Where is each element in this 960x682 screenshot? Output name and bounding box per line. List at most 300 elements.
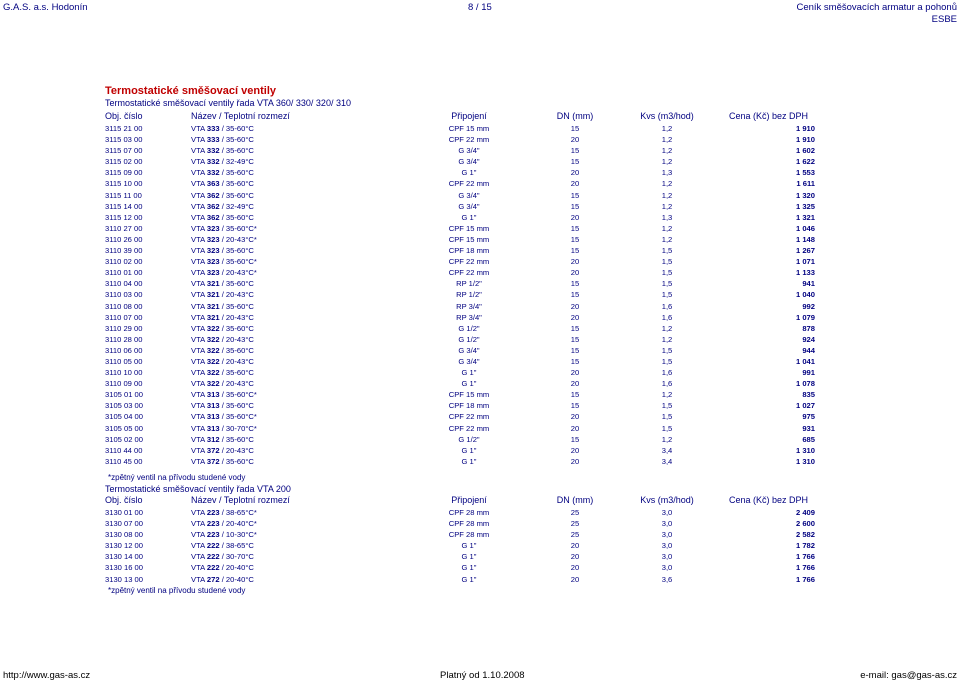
product-name [191, 323, 254, 334]
price: 975 [802, 412, 815, 422]
price: 878 [802, 323, 815, 333]
table-row [0, 445, 960, 456]
product-name [191, 145, 254, 156]
product-series: VTA [191, 268, 207, 278]
dn-value: 20 [570, 212, 580, 222]
product-name [191, 356, 254, 367]
dn-value: 20 [570, 574, 580, 584]
temperature-range: / 20-43°C [219, 312, 254, 322]
footer-valid-from: Platný od 1.10.2008 [440, 670, 525, 681]
kvs-value: 1,5 [661, 412, 673, 422]
product-model: 323 [206, 268, 220, 278]
price: 941 [802, 279, 815, 289]
table-row [0, 323, 960, 334]
price: 1 321 [795, 212, 815, 222]
col-connection-header: Připojení [451, 495, 487, 505]
temperature-range: / 20-43°C* [219, 268, 257, 278]
product-series: VTA [191, 157, 207, 167]
kvs-value: 1,2 [661, 334, 673, 344]
kvs-value: 1,3 [661, 212, 673, 222]
product-name [191, 562, 254, 573]
order-number: 3105 03 00 [105, 401, 144, 411]
order-number: 3130 01 00 [105, 508, 144, 517]
product-name [191, 312, 254, 323]
price: 2 409 [795, 508, 815, 517]
table-row [0, 411, 960, 422]
section1-table [0, 123, 960, 467]
col-code-header: Obj. číslo [105, 111, 143, 121]
price: 944 [802, 345, 815, 355]
product-name [191, 301, 254, 312]
connection: CPF 22 mm [448, 423, 490, 433]
dn-value: 25 [570, 530, 580, 540]
dn-value: 15 [570, 434, 580, 444]
kvs-value: 1,6 [661, 312, 673, 322]
order-number: 3110 03 00 [105, 290, 143, 300]
product-name [191, 529, 257, 540]
kvs-value: 1,5 [661, 279, 673, 289]
connection: G 1/2" [458, 323, 480, 333]
product-model: 223 [206, 508, 220, 517]
product-series: VTA [191, 312, 207, 322]
kvs-value: 1,2 [661, 190, 673, 200]
temperature-range: / 35-60°C [219, 401, 254, 411]
order-number: 3105 02 00 [105, 434, 144, 444]
temperature-range: / 10-30°C* [219, 530, 257, 540]
temperature-range: / 35-60°C [219, 434, 254, 444]
connection: CPF 28 mm [448, 519, 490, 529]
temperature-range: / 20-43°C [219, 290, 254, 300]
section2-table [0, 507, 960, 585]
temperature-range: / 30-70°C [219, 552, 254, 562]
product-name [191, 223, 257, 234]
order-number: 3130 13 00 [105, 574, 144, 584]
dn-value: 15 [570, 124, 580, 133]
product-series: VTA [191, 168, 207, 178]
page-title: Termostatické směšovací ventily [105, 85, 276, 97]
connection: CPF 22 mm [448, 268, 490, 278]
table-row [0, 400, 960, 411]
product-model: 332 [206, 146, 220, 156]
table-row [0, 345, 960, 356]
kvs-value: 1,2 [661, 146, 673, 156]
price: 685 [802, 434, 815, 444]
product-name [191, 378, 254, 389]
order-number: 3110 10 00 [105, 368, 143, 378]
product-model: 322 [206, 379, 220, 389]
section2-subtitle: Termostatické směšovací ventily řada VTA 200 [105, 484, 291, 494]
dn-value: 20 [570, 445, 580, 455]
product-series: VTA [191, 412, 207, 422]
catalog-title: Ceník směšovacích armatur a pohonů [796, 2, 957, 13]
dn-value: 25 [570, 519, 580, 529]
kvs-value: 3,0 [661, 508, 673, 517]
temperature-range: / 32-49°C [219, 157, 254, 167]
product-model: 313 [206, 423, 220, 433]
dn-value: 15 [570, 390, 580, 400]
product-model: 372 [206, 445, 220, 455]
price: 1 040 [795, 290, 815, 300]
product-series: VTA [191, 246, 207, 256]
dn-value: 15 [570, 146, 580, 156]
connection: G 1/2" [458, 434, 480, 444]
price: 1 766 [795, 552, 815, 562]
kvs-value: 1,2 [661, 234, 673, 244]
connection: G 1" [461, 212, 477, 222]
order-number: 3115 11 00 [105, 190, 142, 200]
product-model: 321 [206, 279, 220, 289]
order-number: 3115 03 00 [105, 135, 143, 145]
dn-value: 15 [570, 246, 580, 256]
table-row [0, 312, 960, 323]
connection: G 3/4" [458, 356, 480, 366]
product-model: 323 [206, 257, 220, 267]
price: 1 766 [795, 563, 815, 573]
connection: CPF 22 mm [448, 179, 490, 189]
price: 991 [802, 368, 815, 378]
dn-value: 20 [570, 552, 580, 562]
order-number: 3130 14 00 [105, 552, 144, 562]
kvs-value: 3,0 [661, 530, 673, 540]
order-number: 3115 14 00 [105, 201, 143, 211]
order-number: 3110 01 00 [105, 268, 143, 278]
product-series: VTA [191, 234, 207, 244]
connection: CPF 18 mm [448, 246, 490, 256]
table-row [0, 378, 960, 389]
order-number: 3110 29 00 [105, 323, 143, 333]
dn-value: 20 [570, 268, 580, 278]
product-name [191, 267, 257, 278]
section2-note: *zpětný ventil na přívodu studené vody [108, 586, 246, 595]
product-model: 312 [206, 434, 220, 444]
product-series: VTA [191, 423, 207, 433]
connection: G 1" [461, 445, 477, 455]
product-model: 223 [206, 519, 220, 529]
temperature-range: / 35-60°C [219, 212, 254, 222]
product-series: VTA [191, 212, 207, 222]
product-name [191, 434, 254, 445]
order-number: 3110 28 00 [105, 334, 143, 344]
kvs-value: 1,5 [661, 257, 673, 267]
table-row [0, 367, 960, 378]
order-number: 3110 26 00 [105, 234, 143, 244]
product-series: VTA [191, 530, 207, 540]
table-row [0, 551, 960, 562]
price: 1 622 [795, 157, 815, 167]
table-row [0, 289, 960, 300]
temperature-range: / 35-60°C [219, 279, 254, 289]
product-name [191, 278, 254, 289]
product-name [191, 256, 257, 267]
table-row [0, 301, 960, 312]
table-row [0, 389, 960, 400]
product-model: 322 [206, 334, 220, 344]
order-number: 3110 27 00 [105, 223, 143, 233]
table-row [0, 334, 960, 345]
product-series: VTA [191, 301, 207, 311]
product-model: 322 [206, 323, 220, 333]
table-row [0, 434, 960, 445]
kvs-value: 1,2 [661, 390, 673, 400]
connection: G 1" [461, 574, 477, 584]
price: 1 553 [795, 168, 815, 178]
dn-value: 20 [570, 301, 580, 311]
temperature-range: / 35-60°C [219, 135, 254, 145]
product-model: 313 [206, 412, 220, 422]
product-name [191, 345, 254, 356]
product-name [191, 411, 257, 422]
order-number: 3115 12 00 [105, 212, 143, 222]
product-model: 321 [206, 312, 220, 322]
connection: G 3/4" [458, 201, 480, 211]
table-row [0, 234, 960, 245]
dn-value: 20 [570, 135, 580, 145]
kvs-value: 3,4 [661, 445, 673, 455]
product-series: VTA [191, 345, 207, 355]
product-model: 222 [206, 563, 220, 573]
order-number: 3110 09 00 [105, 379, 143, 389]
temperature-range: / 20-40°C* [219, 519, 257, 529]
product-name [191, 456, 254, 467]
product-model: 372 [206, 456, 220, 466]
temperature-range: / 35-60°C* [219, 390, 257, 400]
order-number: 3110 06 00 [105, 345, 143, 355]
price: 924 [802, 334, 815, 344]
connection: G 1" [461, 541, 477, 551]
dn-value: 15 [570, 290, 580, 300]
page-number: 8 / 15 [468, 2, 492, 13]
product-model: 362 [206, 201, 220, 211]
price: 1 046 [795, 223, 815, 233]
product-series: VTA [191, 445, 207, 455]
product-name [191, 134, 254, 145]
kvs-value: 1,5 [661, 356, 673, 366]
product-name [191, 156, 254, 167]
temperature-range: / 35-60°C [219, 124, 254, 133]
product-model: 332 [206, 168, 220, 178]
order-number: 3105 01 00 [105, 390, 144, 400]
dn-value: 15 [570, 190, 580, 200]
product-name [191, 574, 254, 585]
table-row [0, 356, 960, 367]
connection: CPF 22 mm [448, 412, 490, 422]
order-number: 3130 12 00 [105, 541, 144, 551]
price: 1 602 [795, 146, 815, 156]
kvs-value: 1,6 [661, 379, 673, 389]
connection: G 1" [461, 552, 477, 562]
product-series: VTA [191, 179, 207, 189]
dn-value: 20 [570, 257, 580, 267]
connection: CPF 22 mm [448, 257, 490, 267]
product-model: 333 [206, 135, 220, 145]
order-number: 3115 21 00 [105, 124, 143, 133]
dn-value: 20 [570, 412, 580, 422]
order-number: 3115 09 00 [105, 168, 143, 178]
temperature-range: / 35-60°C [219, 190, 254, 200]
product-series: VTA [191, 334, 207, 344]
order-number: 3110 39 00 [105, 246, 143, 256]
product-name [191, 518, 257, 529]
connection: RP 3/4" [456, 312, 482, 322]
table-row [0, 134, 960, 145]
product-series: VTA [191, 390, 207, 400]
dn-value: 20 [570, 179, 580, 189]
product-model: 321 [206, 301, 220, 311]
temperature-range: / 20-40°C [219, 574, 254, 584]
order-number: 3110 07 00 [105, 312, 143, 322]
section1-subtitle: Termostatické směšovací ventily řada VTA 360/ 330/ 320/ 310 [105, 98, 351, 108]
temperature-range: / 35-60°C [219, 146, 254, 156]
product-name [191, 445, 254, 456]
product-series: VTA [191, 456, 207, 466]
product-name [191, 334, 254, 345]
product-series: VTA [191, 368, 207, 378]
product-series: VTA [191, 201, 207, 211]
connection: CPF 22 mm [448, 135, 490, 145]
price: 1 071 [795, 257, 815, 267]
kvs-value: 3,0 [661, 552, 673, 562]
table-row [0, 562, 960, 573]
product-model: 323 [206, 223, 220, 233]
product-series: VTA [191, 552, 207, 562]
order-number: 3105 05 00 [105, 423, 144, 433]
kvs-value: 1,2 [661, 135, 673, 145]
product-model: 313 [206, 390, 220, 400]
dn-value: 20 [570, 168, 580, 178]
kvs-value: 3,0 [661, 563, 673, 573]
connection: CPF 15 mm [448, 223, 490, 233]
product-series: VTA [191, 434, 207, 444]
order-number: 3115 10 00 [105, 179, 143, 189]
temperature-range: / 35-60°C [219, 168, 254, 178]
product-model: 363 [206, 179, 220, 189]
table-row [0, 507, 960, 518]
product-name [191, 212, 254, 223]
price: 2 600 [795, 519, 815, 529]
dn-value: 20 [570, 456, 580, 466]
table-row [0, 529, 960, 540]
table-row [0, 178, 960, 189]
price: 1 766 [795, 574, 815, 584]
product-name [191, 167, 254, 178]
connection: G 3/4" [458, 345, 480, 355]
connection: CPF 28 mm [448, 508, 490, 517]
table-row [0, 540, 960, 551]
order-number: 3110 08 00 [105, 301, 143, 311]
dn-value: 15 [570, 356, 580, 366]
product-series: VTA [191, 135, 207, 145]
col-kvs-header: Kvs (m3/hod) [640, 111, 694, 121]
temperature-range: / 35-60°C [219, 246, 254, 256]
col-code-header: Obj. číslo [105, 495, 143, 505]
price: 1 325 [795, 201, 815, 211]
product-model: 362 [206, 212, 220, 222]
connection: G 3/4" [458, 190, 480, 200]
product-model: 322 [206, 345, 220, 355]
order-number: 3130 08 00 [105, 530, 144, 540]
product-model: 223 [206, 530, 220, 540]
product-model: 272 [206, 574, 220, 584]
product-series: VTA [191, 323, 207, 333]
connection: CPF 15 mm [448, 234, 490, 244]
product-model: 323 [206, 234, 220, 244]
dn-value: 15 [570, 323, 580, 333]
kvs-value: 1,2 [661, 124, 673, 133]
temperature-range: / 35-60°C [219, 179, 254, 189]
footer-website: http://www.gas-as.cz [3, 670, 91, 681]
kvs-value: 1,2 [661, 157, 673, 167]
kvs-value: 1,6 [661, 368, 673, 378]
table-row [0, 456, 960, 467]
col-name-header: Název / Teplotní rozmezí [191, 111, 290, 121]
dn-value: 20 [570, 368, 580, 378]
table-row [0, 245, 960, 256]
dn-value: 15 [570, 201, 580, 211]
product-series: VTA [191, 223, 207, 233]
product-name [191, 423, 257, 434]
table-row [0, 267, 960, 278]
product-series: VTA [191, 541, 207, 551]
temperature-range: / 35-60°C [219, 323, 254, 333]
footer-email: e-mail: gas@gas-as.cz [860, 670, 957, 681]
product-name [191, 289, 254, 300]
product-series: VTA [191, 379, 207, 389]
dn-value: 15 [570, 157, 580, 167]
table-row [0, 574, 960, 585]
price: 1 611 [796, 179, 815, 189]
section1-note: *zpětný ventil na přívodu studené vody [108, 473, 246, 482]
price: 1 310 [795, 456, 815, 466]
kvs-value: 1,5 [661, 246, 673, 256]
connection: RP 3/4" [456, 301, 482, 311]
product-name [191, 123, 254, 134]
product-name [191, 245, 254, 256]
product-series: VTA [191, 124, 207, 133]
temperature-range: / 38-65°C [219, 541, 254, 551]
price: 1 267 [795, 246, 815, 256]
col-kvs-header: Kvs (m3/hod) [640, 495, 694, 505]
col-dn-header: DN (mm) [556, 111, 594, 121]
connection: G 1" [461, 563, 477, 573]
dn-value: 20 [570, 541, 580, 551]
product-model: 222 [206, 552, 220, 562]
table-row [0, 190, 960, 201]
kvs-value: 1,2 [661, 323, 673, 333]
order-number: 3115 02 00 [105, 157, 143, 167]
connection: G 1/2" [458, 334, 480, 344]
product-name [191, 540, 254, 551]
order-number: 3110 44 00 [105, 445, 143, 455]
product-series: VTA [191, 401, 207, 411]
col-price-header: Cena (Kč) bez DPH [728, 111, 809, 121]
price: 1 782 [795, 541, 815, 551]
product-series: VTA [191, 146, 207, 156]
price: 1 148 [795, 234, 815, 244]
order-number: 3130 16 00 [105, 563, 144, 573]
table-row [0, 167, 960, 178]
brand-name: ESBE [931, 14, 957, 25]
product-name [191, 551, 254, 562]
temperature-range: / 35-60°C [219, 301, 254, 311]
order-number: 3110 02 00 [105, 257, 143, 267]
price: 1 910 [795, 124, 815, 133]
connection: G 3/4" [458, 146, 480, 156]
connection: G 1" [461, 368, 477, 378]
company-name: G.A.S. a.s. Hodonín [3, 2, 88, 13]
price: 931 [802, 423, 815, 433]
product-name [191, 234, 257, 245]
connection: G 1" [461, 379, 477, 389]
